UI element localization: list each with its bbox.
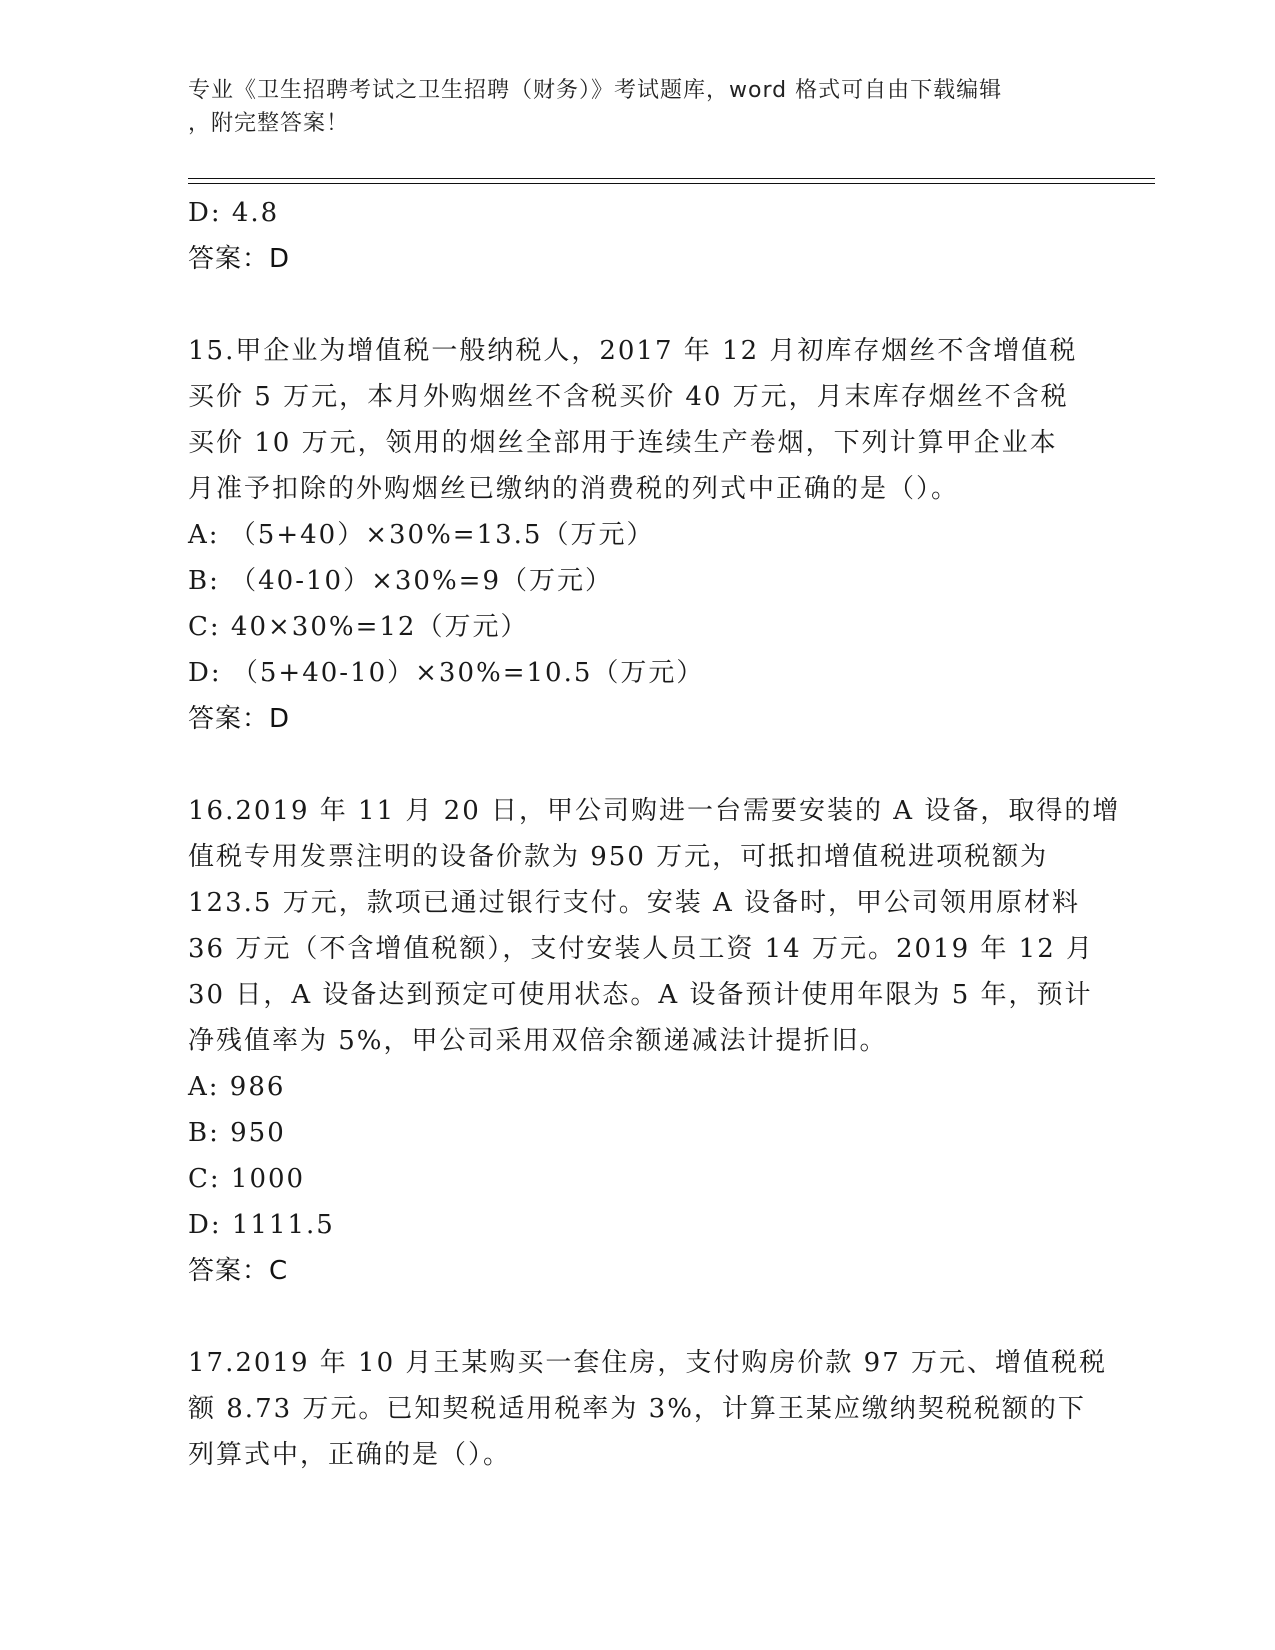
question-text-line: 额 8.73 万元。已知契税适用税率为 3%，计算王某应缴纳契税税额的下 [188,1394,1086,1424]
header-line-2: ，附完整答案！ [188,111,350,136]
question-text-line: 买价 5 万元，本月外购烟丝不含税买价 40 万元，月末库存烟丝不含税 [188,382,1069,412]
option-b: B: （40-10）×30%=9（万元） [188,566,613,596]
question-15 [188,328,1088,742]
question-text-line: 17.2019 年 10 月王某购买一套住房，支付购房价款 97 万元、增值税税 [188,1348,1108,1378]
question-16 [188,788,1121,1294]
option-a: A: 986 [188,1072,286,1102]
question-text-line: 净残值率为 5%，甲公司采用双倍余额递减法计提折旧。 [188,1026,888,1056]
answer: 答案：D [188,704,291,734]
option-b: B: 950 [188,1118,286,1148]
spacer [188,1294,1088,1340]
header-line-1: 专业《卫生招聘考试之卫生招聘（财务）》考试题库，word 格式可自由下载编辑 [188,78,1003,103]
document-body [188,190,1121,1478]
question-text-line: 16.2019 年 11 月 20 日，甲公司购进一台需要安装的 A 设备，取得的增 [188,796,1121,826]
option-c: C: 40×30%=12（万元） [188,612,529,642]
question-text-line: 月准予扣除的外购烟丝已缴纳的消费税的列式中正确的是（）。 [188,474,960,504]
question-text-line: 买价 10 万元，领用的烟丝全部用于连续生产卷烟，下列计算甲企业本 [188,428,1058,458]
question-text-line: 值税专用发票注明的设备价款为 950 万元，可抵扣增值税进项税额为 [188,842,1049,872]
question-text-line: 列算式中，正确的是（）。 [188,1440,512,1470]
question-text-line: 30 日，A 设备达到预定可使用状态。A 设备预计使用年限为 5 年，预计 [188,980,1093,1010]
prev-answer: 答案：D [188,244,291,274]
prev-option-d: D: 4.8 [188,198,280,228]
question-text-line: 36 万元（不含增值税额），支付安装人员工资 14 万元。2019 年 12 月 [188,934,1095,964]
option-d: D: 1111.5 [188,1210,335,1240]
option-d: D: （5+40-10）×30%=10.5（万元） [188,658,705,688]
option-a: A: （5+40）×30%=13.5（万元） [188,520,655,550]
spacer [188,742,1088,788]
question-17 [188,1340,1108,1478]
header-divider-top [188,178,1155,179]
header-divider-bottom [188,183,1155,184]
option-c: C: 1000 [188,1164,306,1194]
page-header [188,74,1088,140]
answer: 答案：C [188,1256,289,1286]
spacer [188,282,1088,328]
question-text-line: 123.5 万元，款项已通过银行支付。安装 A 设备时，甲公司领用原材料 [188,888,1081,918]
question-text-line: 15.甲企业为增值税一般纳税人，2017 年 12 月初库存烟丝不含增值税 [188,336,1078,366]
